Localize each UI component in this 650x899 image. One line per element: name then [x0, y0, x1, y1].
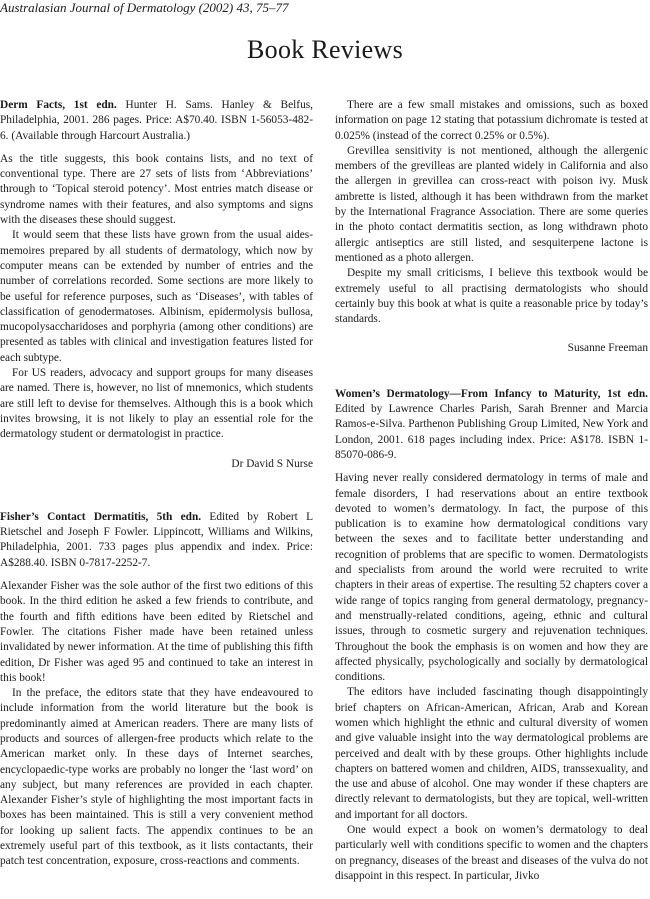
review-paragraph: It would seem that these lists have grown from the usual aides-memoires prepared by all students of dermatology, which now by computer means can be extended by number of entries and the number of correlations recorded. Some sections are more likely to be useful for reference purposes, such as ‘Diseases’, with tables of classification of genodermatoses. Albinism, epidermolysis bullosa, mucopolysaccharidoses and porphyria (among other conditions) are presented as tables with clinical and investigation features listed for each subtype.: [0, 229, 313, 364]
review-paragraph: One would expect a book on women’s dermatology to deal particularly well with conditions specific to women and the chapters on pregnancy, diseases of the breast and diseases of the vulva do not disappoint in this respect. In particular, Jivko: [335, 824, 648, 882]
review-paragraph: As the title suggests, this book contains lists, and no text of conventional type. There are 27 sets of lists from ‘Abbreviations’ through to ‘Topical steroid potency’. Most entries match disease or syndrome names with their features, and also symptoms and signs with the diseases these should suggest.: [0, 152, 313, 227]
review-citation-fishers-contact-dermatitis: [0, 510, 313, 571]
review-paragraph: The editors have included fascinating though disappointingly brief chapters on African-American, African, Arab and Korean women which highlight the ethnic and cultural diversity of women and give valuable insight into the way dermatological problems are perceived and dealt with by these groups. Other highlights include chapters on battered women and children, AIDS, transsexuality, and the use and abuse of alcohol. One may wonder if these chapters are directly relevant to dermatologists, but they are topical, well-written and important for all doctors.: [335, 686, 648, 821]
right-column: [335, 98, 648, 884]
book-title: Derm Facts, 1st edn.: [0, 99, 117, 111]
citation-details: Edited by Lawrence Charles Parish, Sarah Brenner and Marcia Ramos-e-Silva. Parthenon Publishing Group Limited, New York and London, 2001. 618 pages including index. Price: A$178. ISBN 1-85070-086-9.: [335, 403, 648, 461]
review-citation-womens-dermatology: [335, 387, 648, 463]
review-paragraph: In the preface, the editors state that they have endeavoured to include information from the world literature but the book is predominantly aimed at American readers. There are many lists of products and sources of allergen-free products which relate to the American market only. In these days of Internet searches, encyclopaedic-type works are probably no longer the ‘last word’ on any subject, but many references are provided in each chapter. Alexander Fisher’s style of highlighting the most important facts in boxes has been maintained. This is still a very convenient method for looking up salient facts. The appendix continues to be an extremely useful part of this textbook, as it lists contactants, their patch test concentration, exposure, cross-reactions and comments.: [0, 687, 313, 868]
citation-details: Hunter H. Sams. Hanley & Belfus, Philadelphia, 2001. 286 pages. Price: A$70.40. ISBN 1-56053-482-6. (Available through Harcourt Australia.): [0, 99, 313, 142]
review-paragraph: Alexander Fisher was the sole author of the first two editions of this book. In the third edition he asked a few friends to contribute, and the fourth and fifth editions have been edited by Rietschel and Fowler. The citations Fisher made have been retained unless invalidated by newer information. At the time of publishing this fifth edition, Dr Fisher was aged 95 and continued to take an interest in this book!: [0, 580, 313, 684]
citation-details: Edited by Robert L Rietschel and Joseph F Fowler. Lippincott, Williams and Wilkins, Philadelphia, 2001. 733 pages plus appendix and index. Price: A$288.40. ISBN 0-7817-2252-7.: [0, 510, 314, 569]
review-citation-derm-facts: [0, 98, 313, 144]
review-paragraph: Having never really considered dermatology in terms of male and female disorders, I had reservations about an entire textbook devoted to women’s dermatology. In fact, the purpose of this publication is to examine how dermatological conditions vary between the sexes and to facilitate better understanding and recognition of problems that are specific to women. Dermatologists and specialists from around the world were recruited to write chapters in their areas of expertise. The resulting 52 chapters cover a wide range of topics ranging from general dermatology, pregnancy- and menstrually-related conditions, ageing, ethnic and cultural issues, through to cosmetic surgery and rejuvenation techniques. Throughout the book the emphasis is on women and how they are affected physically, psychologically and socially by dermatological conditions.: [335, 472, 648, 684]
review-paragraph: Despite my small criticisms, I believe this textbook would be extremely useful to all practising dermatologists who should certainly buy this book at what is quite a reasonable price by today’s standards.: [335, 267, 648, 326]
review-paragraph: For US readers, advocacy and support groups for many diseases are named. There is, however, no list of mnemonics, which students are still left to devise for themselves. Although this is a book which invites browsing, it is not likely to play an essential role for the dermatology student or dermatologist in practice.: [0, 367, 313, 441]
review-paragraph: There are a few small mistakes and omissions, such as boxed information on page 12 stating that potassium dichromate is tested at 0.025% (instead of the correct 0.25% or 0.5%).: [335, 99, 648, 142]
book-title: Fisher’s Contact Dermatitis, 5th edn.: [0, 510, 202, 523]
review-paragraph: Grevillea sensitivity is not mentioned, although the allergenic members of the grevilleas are planted widely in California and also the allergen in grevillea can cross-react with poison ivy. Musk ambrette is listed, although it has been withdrawn from the market by the International Fragrance Association. There are some queries in the photo contact dermatitis section, as long withdrawn photo allergic antiseptics are still listed, and sesquiterpene lactone is mentioned as a photo allergen.: [335, 144, 648, 264]
reviewer-name: Susanne Freeman: [567, 342, 648, 355]
left-column: [0, 98, 313, 870]
book-title: Women’s Dermatology—From Infancy to Maturity, 1st edn.: [335, 387, 648, 400]
reviewer-name: Dr David S Nurse: [231, 457, 313, 470]
section-title: Book Reviews: [247, 35, 403, 64]
running-head: Australasian Journal of Dermatology (2002) 43, 75–77: [0, 0, 289, 15]
